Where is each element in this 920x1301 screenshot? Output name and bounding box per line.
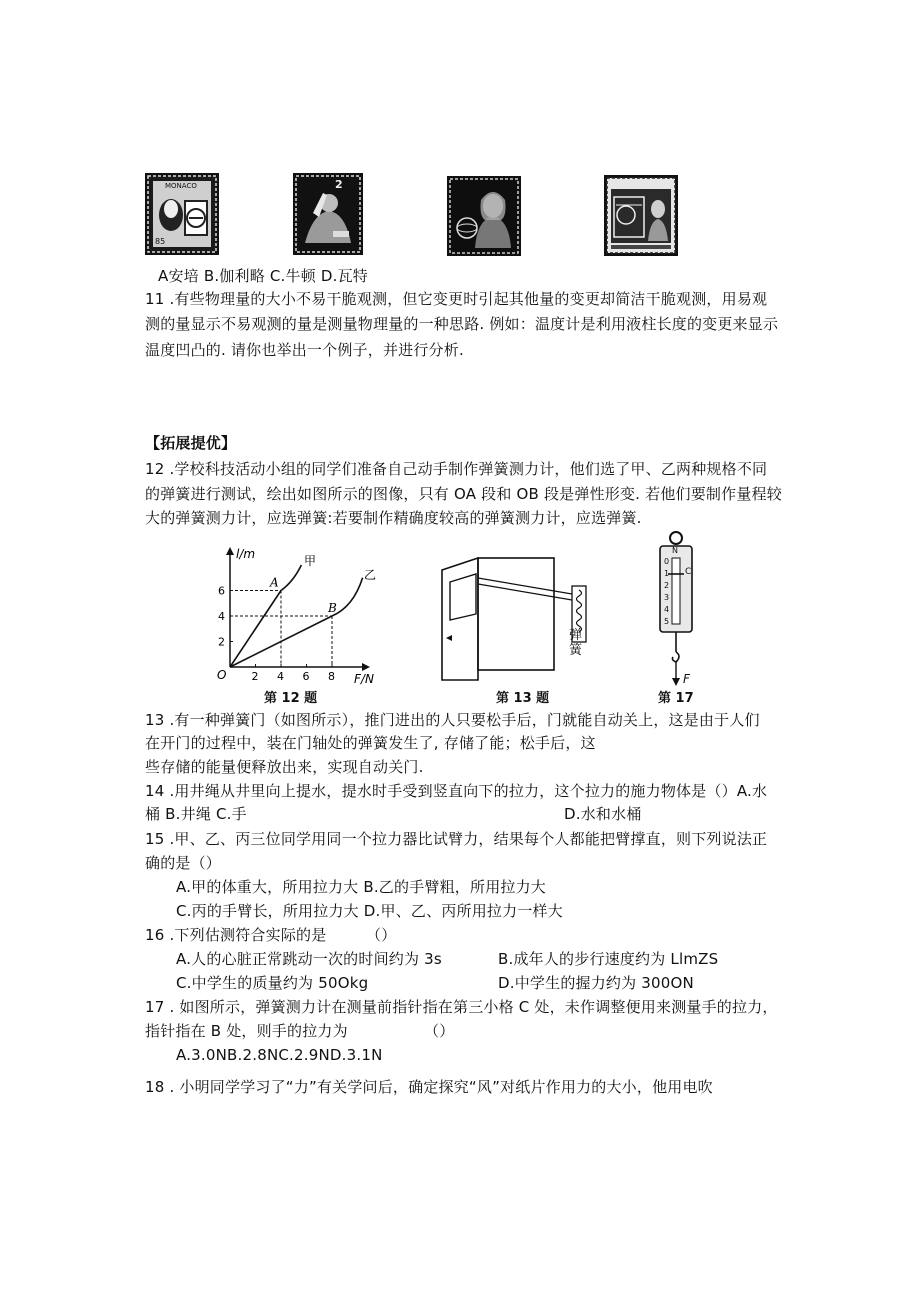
q15-line-2: 确的是（）: [145, 854, 222, 872]
q17-line-2: 指针指在 B 处，则手的拉力为: [145, 1022, 348, 1040]
q15-option-ab: A.甲的体重大，所用拉力大 B.乙的手臂粗，所用拉力大: [176, 878, 546, 896]
jia-label: 甲: [304, 554, 317, 568]
q11-line-3: 温度凹凸的. 请你也举出一个例子，并进行分析.: [145, 341, 464, 359]
stamp-watt: [604, 175, 678, 256]
x-tick-label: 2: [251, 670, 259, 683]
yi-label: 乙: [364, 568, 377, 582]
q14-line-2b: D.水和水桶: [564, 805, 642, 823]
q13-line-3: 些存储的能量便释放出来，实现自动关门.: [145, 758, 424, 776]
q11-line-1: 11 .有些物理量的大小不易干脆观测，但它变更时引起其他量的变更却简洁干脆观测，用易观: [145, 290, 768, 308]
q12-line-3: 大的弹簧测力计，应选弹簧:若要制作精确度较高的弹簧测力计，应选弹簧.: [145, 509, 642, 527]
fig17-tick-1: 1: [664, 569, 670, 578]
x-tick-label: 6: [302, 670, 310, 683]
fig13-spring-label: 弹簧: [569, 628, 583, 658]
door-window: [450, 574, 476, 620]
y-axis-arrow: [226, 547, 234, 555]
q17-paren: （）: [424, 1022, 455, 1040]
point-b-label: B: [328, 601, 337, 615]
q12-line-2: 的弹簧进行测试，绘出如图所示的图像，只有 OA 段和 OB 段是弹性形变. 若他们要制作量程较: [145, 485, 782, 503]
fig17-tick-5: 5: [664, 617, 670, 626]
q16-paren: （）: [366, 926, 397, 944]
origin-label: O: [217, 668, 227, 682]
stamp-watt-icon: [604, 175, 678, 256]
q16-line-1: 16 .下列估测符合实际的是: [145, 926, 327, 944]
stamp-newton-icon: [447, 176, 521, 256]
q16-option-a: A.人的心脏正常跳动一次的时间约为 3s: [176, 950, 442, 968]
q12-line-1: 12 .学校科技活动小组的同学们准备自己动手制作弹簧测力计，他们选了甲、乙两种规格不同: [145, 460, 768, 478]
q10-options: A安培 B.伽利略 C.牛顿 D.瓦特: [158, 267, 368, 285]
q18-line-1: 18 . 小明同学学习了“力”有关学问后，确定探究“风”对纸片作用力的大小，他用电吹: [145, 1078, 713, 1096]
q17-options: A.3.0NB.2.8NC.2.9ND.3.1N: [176, 1046, 383, 1064]
q15-line-1: 15 .甲、乙、丙三位同学用同一个拉力器比试臂力，结果每个人都能把臂撑直，则下列说法正: [145, 830, 768, 848]
q16-option-d: D.中学生的握力约为 300ON: [498, 974, 694, 992]
y-tick-label: 4: [218, 610, 225, 623]
fig13-door: [436, 548, 606, 684]
q11-line-2: 测的量显示不易观测的量是测量物理量的一种思路. 例如：温度计是利用液柱长度的变更来显示: [145, 315, 779, 333]
stamp-galileo-top: 2: [335, 178, 343, 191]
fig17-tick-0: 0: [664, 557, 670, 566]
stamp-newton: [447, 176, 521, 256]
fig12-caption: 第 12 题: [264, 691, 318, 706]
q13-line-2: 在开门的过程中，装在门轴处的弹簧发生了, 存储了能；松手后，这: [145, 734, 596, 752]
door-handle: [446, 635, 452, 641]
x-tick-label: 8: [328, 670, 335, 683]
y-axis-label: l/m: [236, 547, 256, 561]
stamp-ampere-bottom: 85: [155, 237, 166, 246]
y-tick-label: 6: [218, 584, 225, 598]
fig17-tick-2: 2: [664, 581, 670, 590]
fig17-c-label: C: [685, 567, 692, 577]
door-frame: [442, 558, 478, 680]
x-tick-label: 4: [277, 670, 284, 683]
door-panel: [478, 558, 554, 670]
stamp-ampere: [145, 173, 219, 255]
q16-option-b: B.成年人的步行速度约为 LlmZS: [498, 950, 719, 968]
q14-line-1: 14 .用井绳从井里向上提水，提水时手受到竖直向下的拉力，这个拉力的施力物体是（）A.水: [145, 782, 768, 800]
stamp-galileo-icon: [293, 173, 363, 255]
spring-coil: [577, 590, 582, 632]
fig17-caption: 第 17: [658, 691, 694, 706]
fig17-f-label: F: [683, 672, 690, 686]
scale-slot: [672, 558, 680, 624]
fig17-tick-4: 4: [664, 605, 670, 614]
q14-line-2a: 桶 B.井绳 C.手: [145, 805, 247, 823]
fig17-top-label: N: [672, 546, 678, 555]
stamp-ampere-top: MONACO: [165, 182, 197, 190]
stamp-galileo: [293, 173, 363, 255]
q15-option-cd: C.丙的手臂长，所用拉力大 D.甲、乙、丙所用拉力一样大: [176, 902, 563, 920]
x-axis-arrow: [362, 663, 370, 671]
series-line-yi: [230, 575, 363, 667]
scale-hook: [672, 652, 679, 662]
fig17-tick-3: 3: [664, 593, 670, 602]
scale-ring: [670, 532, 682, 544]
y-tick-label: 2: [218, 635, 225, 649]
q13-line-1: 13 .有一种弹簧门（如图所示），推门进出的人只要松手后，门就能自动关上，这是由于人们: [145, 711, 760, 729]
force-arrow-head: [672, 678, 680, 686]
fig12-graph: [208, 545, 388, 685]
section-title: 【拓展提优】: [145, 434, 237, 452]
q17-line-1: 17 . 如图所示，弹簧测力计在测量前指针指在第三小格 C 处，未作调整便用来测量手的拉力，: [145, 998, 778, 1016]
x-axis-label: F/N: [354, 672, 374, 685]
q16-option-c: C.中学生的质量约为 50Okg: [176, 974, 369, 992]
fig13-caption: 第 13 题: [496, 691, 550, 706]
point-a-label: A: [270, 575, 279, 590]
